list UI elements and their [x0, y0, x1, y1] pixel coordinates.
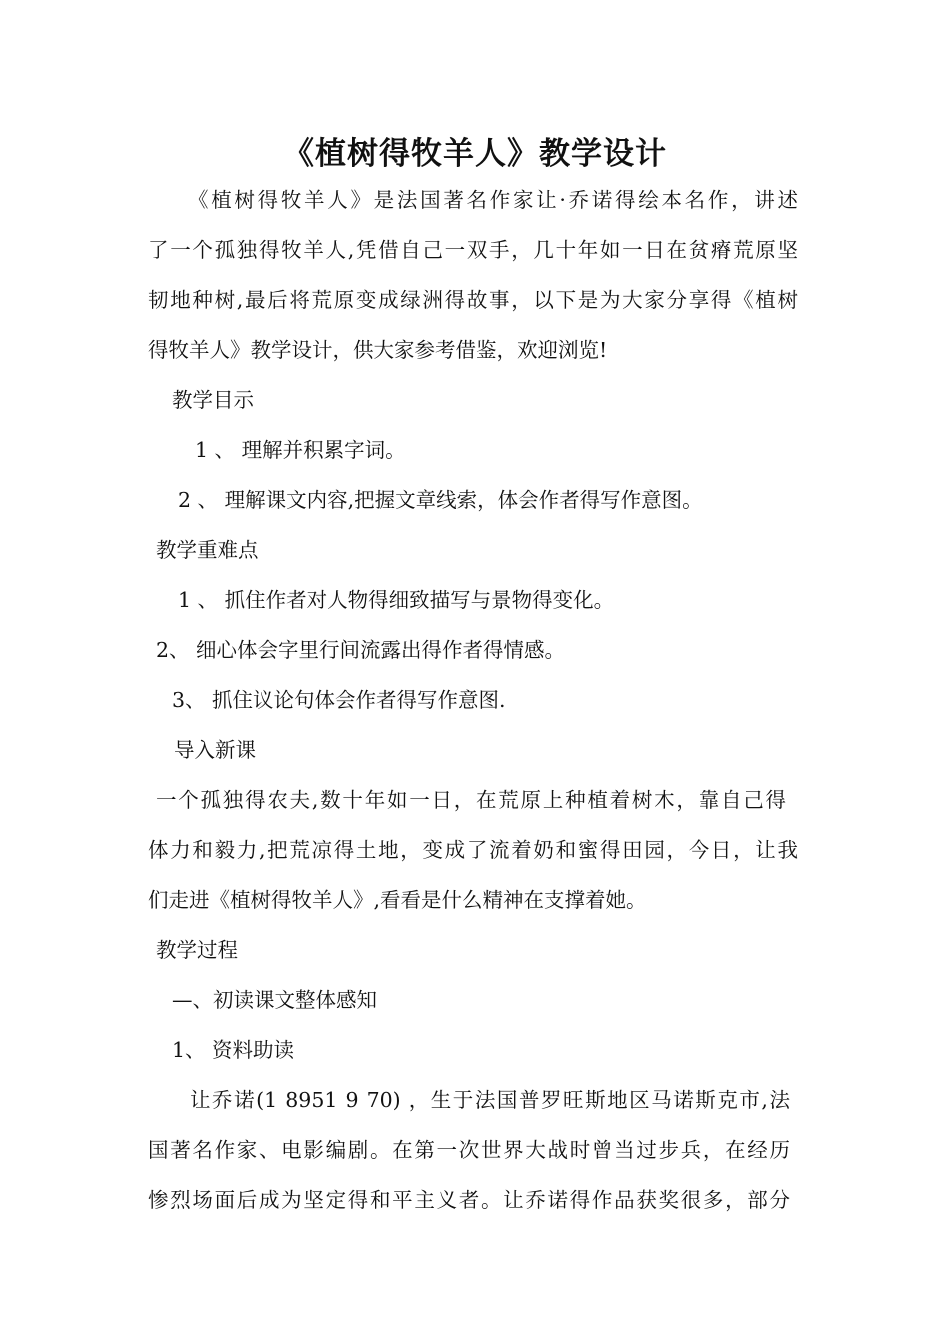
document-title: 《植树得牧羊人》教学设计 — [283, 136, 667, 172]
difficulties-heading: 教学重难点 — [156, 538, 259, 562]
intro-line-4: 得牧羊人》教学设计，供大家参考借鉴，欢迎浏览! — [148, 338, 608, 362]
difficulty-item-2: 2、 细心体会字里行间流露出得作者得情感。 — [156, 638, 566, 662]
item-one-heading: 1、 资料助读 — [172, 1038, 295, 1062]
bio-line-3: 惨烈场面后成为坚定得和平主义者。让乔诺得作品获奖很多，部分 — [148, 1188, 790, 1212]
bio-line-2: 国著名作家、电影编剧。在第一次世界大战时曾当过步兵，在经历 — [148, 1138, 790, 1162]
difficulty-item-1: 1 、 抓住作者对人物得细致描写与景物得变化。 — [178, 588, 615, 612]
lead-in-line-2: 体力和毅力,把荒凉得土地，变成了流着奶和蜜得田园，今日，让我 — [148, 838, 798, 862]
process-heading: 教学过程 — [156, 938, 238, 962]
difficulty-item-3: 3、 抓住议论句体会作者得写作意图. — [172, 688, 506, 712]
lead-in-line-1: 一个孤独得农夫,数十年如一日，在荒原上种植着树木，靠自己得 — [156, 788, 786, 812]
lead-in-line-3: 们走进《植树得牧羊人》,看看是什么精神在支撑着她。 — [148, 888, 647, 912]
bio-line-1: 让乔诺(1 8951 9 70) ，生于法国普罗旺斯地区马诺斯克市,法 — [190, 1088, 790, 1112]
objectives-heading: 教学目示 — [172, 388, 254, 412]
objective-item-1: 1 、 理解并积累字词。 — [195, 438, 406, 462]
intro-line-1: 《植树得牧羊人》是法国著名作家让·乔诺得绘本名作，讲述 — [188, 188, 798, 212]
intro-line-3: 韧地种树,最后将荒原变成绿洲得故事，以下是为大家分享得《植树 — [148, 288, 798, 312]
intro-line-2: 了一个孤独得牧羊人,凭借自己一双手，几十年如一日在贫瘠荒原坚 — [148, 238, 798, 262]
objective-item-2: 2 、 理解课文内容,把握文章线索，体会作者得写作意图。 — [178, 488, 703, 512]
section-one-heading: —、初读课文整体感知 — [172, 988, 377, 1012]
lead-in-heading: 导入新课 — [174, 738, 256, 762]
